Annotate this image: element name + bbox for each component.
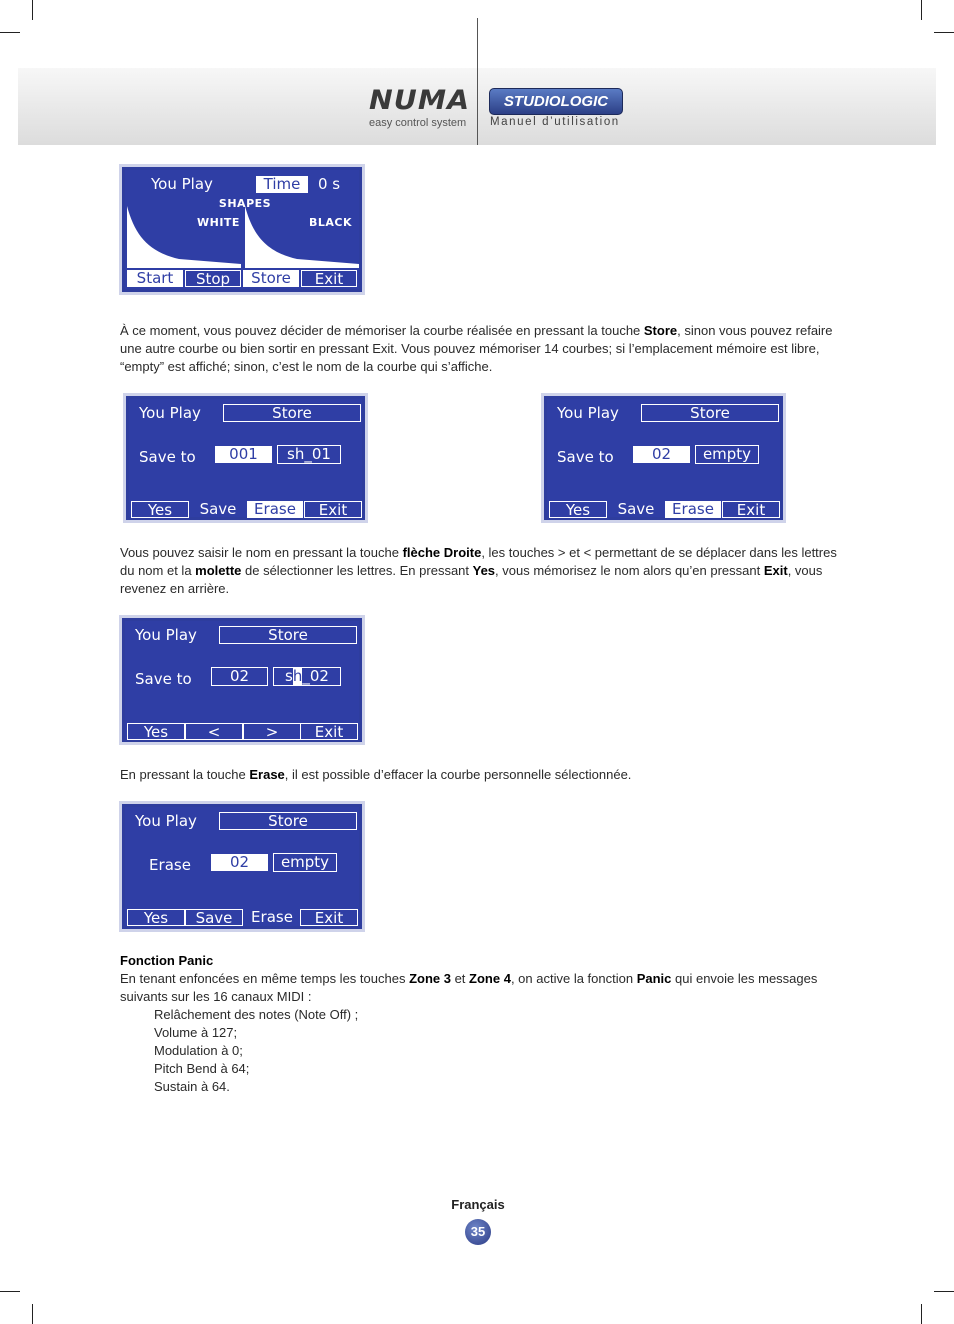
paragraph-erase: En pressant la touche Erase, il est possible d’effacer la courbe personnelle sélectionnée. <box>120 767 632 782</box>
list-item: Pitch Bend à 64; <box>154 1061 250 1076</box>
lcd-label: Erase <box>149 857 191 873</box>
lcd-button-exit: Exit <box>300 909 358 926</box>
lcd-name-edit <box>273 667 341 686</box>
lcd-mode: Store <box>641 404 779 422</box>
lcd-title: You Play <box>557 405 619 421</box>
lcd-button-exit: Exit <box>304 501 362 518</box>
lcd-slot: 001 <box>215 446 272 463</box>
lcd-name-prefix: s <box>285 667 293 685</box>
lcd-title: You Play <box>135 813 197 829</box>
lcd-title: You Play <box>139 405 201 421</box>
list-item: Sustain à 64. <box>154 1079 230 1094</box>
lcd-time-value: 0 s <box>318 176 341 192</box>
lcd-label: Save to <box>557 449 614 465</box>
lcd-white-label: WHITE <box>197 216 240 229</box>
manual-title: Manuel d’utilisation <box>490 116 620 128</box>
section-heading-panic: Fonction Panic <box>120 953 214 968</box>
lcd-name: empty <box>695 445 759 464</box>
crop-mark <box>32 1304 33 1324</box>
lcd-name-cursor: h <box>292 667 303 685</box>
lcd-name: sh_01 <box>277 445 341 464</box>
lcd-mode: Store <box>223 404 361 422</box>
lcd-button-yes: Yes <box>127 909 185 926</box>
crop-mark <box>32 0 33 20</box>
lcd-slot: 02 <box>633 446 690 463</box>
velocity-curve-black <box>245 206 359 268</box>
page-number: 35 <box>465 1219 491 1245</box>
lcd-title: You Play <box>135 627 197 643</box>
footer-language: Français <box>451 1197 505 1212</box>
numa-logo: NUMA <box>369 85 471 116</box>
lcd-button-yes: Yes <box>127 723 185 740</box>
paragraph-store: À ce moment, vous pouvez décider de mémoriser la courbe réalisée en pressant la touche Store, sinon vous pouvez refaire une autre courbe ou bien sortir en pressant Exit. Vous pouvez mémoriser 14 courbes; si l’emplacement mémoire est libre, “empty” est affiché; sinon, c’est le nom de la courbe qui s’affiche. <box>120 323 833 374</box>
crop-mark <box>934 1291 954 1292</box>
crop-mark <box>0 32 20 33</box>
list-item: Modulation à 0; <box>154 1043 243 1058</box>
lcd-title: You Play <box>151 176 213 192</box>
lcd-button-right: > <box>243 723 301 740</box>
lcd-screen-erase <box>119 801 365 932</box>
lcd-button-yes: Yes <box>131 501 189 518</box>
lcd-button-start: Start <box>127 270 183 287</box>
lcd-button-save: Save <box>185 909 243 926</box>
lcd-button-exit: Exit <box>301 270 357 287</box>
lcd-button-save: Save <box>199 501 237 518</box>
lcd-black-label: BLACK <box>309 216 353 229</box>
lcd-button-store: Store <box>243 270 299 287</box>
lcd-button-erase: Erase <box>251 909 293 926</box>
header-divider <box>477 18 478 145</box>
lcd-slot: 02 <box>211 854 268 871</box>
lcd-mode: Store <box>219 812 357 830</box>
lcd-shapes-label: SHAPES <box>218 197 272 210</box>
lcd-name-suffix: _02 <box>302 667 329 685</box>
lcd-screen-save-empty <box>541 393 786 523</box>
lcd-button-stop: Stop <box>185 270 241 287</box>
lcd-button-yes: Yes <box>549 501 607 518</box>
lcd-screen-name-edit <box>119 615 365 745</box>
lcd-slot: 02 <box>211 667 268 686</box>
lcd-label: Save to <box>139 449 196 465</box>
lcd-button-exit: Exit <box>300 723 358 740</box>
crop-mark <box>934 32 954 33</box>
crop-mark <box>921 1304 922 1324</box>
lcd-button-save: Save <box>617 501 655 518</box>
list-item: Volume à 127; <box>154 1025 238 1040</box>
paragraph-name-entry: Vous pouvez saisir le nom en pressant la touche flèche Droite, les touches > et < permettant de se déplacer dans les lettres du nom et la molette de sélectionner les lettres. En pressant Yes, vous mémorisez le nom alors qu’en pressant Exit, vous revenez en arrière. <box>120 545 837 596</box>
lcd-screen-shapes <box>119 164 365 295</box>
lcd-tab-time: Time <box>256 176 308 193</box>
lcd-button-erase: Erase <box>665 501 721 518</box>
velocity-curve-white <box>127 206 241 268</box>
list-item: Relâchement des notes (Note Off) ; <box>154 1007 359 1022</box>
numa-logo-subtitle: easy control system <box>369 117 467 129</box>
lcd-button-erase: Erase <box>247 501 303 518</box>
lcd-button-exit: Exit <box>722 501 780 518</box>
crop-mark <box>0 1291 20 1292</box>
studiologic-logo: STUDIOLOGIC <box>489 88 623 115</box>
lcd-button-left: < <box>185 723 243 740</box>
paragraph-panic: En tenant enfoncées en même temps les touches Zone 3 et Zone 4, on active la fonction Panic qui envoie les messages suivants sur les 16 canaux MIDI : <box>120 971 818 1004</box>
lcd-mode: Store <box>219 626 357 644</box>
lcd-screen-save-sh01 <box>123 393 368 523</box>
lcd-name: empty <box>273 853 337 872</box>
lcd-label: Save to <box>135 671 192 687</box>
crop-mark <box>921 0 922 20</box>
